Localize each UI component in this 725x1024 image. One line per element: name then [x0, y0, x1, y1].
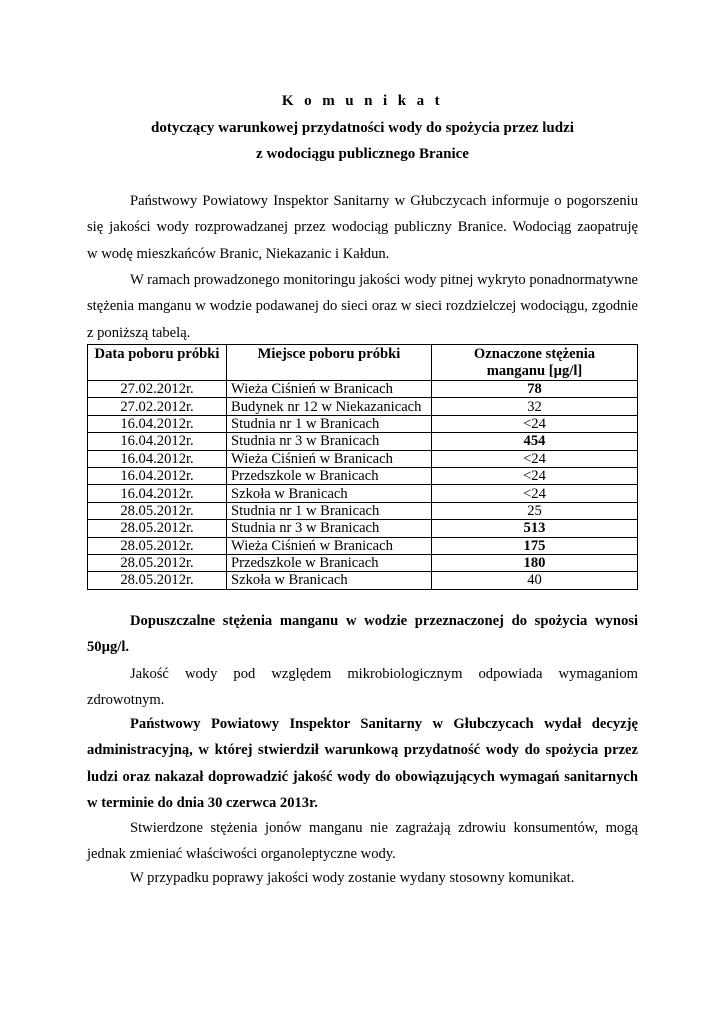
cell-date: 28.05.2012r.: [88, 520, 227, 537]
title-heading: K o m u n i k a t: [281, 93, 444, 109]
cell-place: Szkoła w Branicach: [227, 572, 432, 589]
monitoring-line: W ramach prowadzonego monitoringu jakości wody pitnej wykryto ponadnormatywne: [130, 272, 638, 288]
table-row: [88, 554, 638, 571]
cell-date: 28.05.2012r.: [88, 572, 227, 589]
closing-paragraph: [87, 865, 638, 891]
cell-place: Studnia nr 1 w Branicach: [227, 415, 432, 432]
table-row: [88, 398, 638, 415]
document-title: [87, 88, 638, 168]
cell-value: 32: [432, 398, 638, 415]
cell-date: 27.02.2012r.: [88, 381, 227, 398]
health-line: Stwierdzone stężenia jonów manganu nie zagrażają zdrowiu konsumentów, mogą: [130, 820, 638, 836]
cell-place: Wieża Ciśnień w Branicach: [227, 381, 432, 398]
title-source: z wodociągu publicznego Branice: [256, 146, 469, 162]
health-paragraph: [87, 815, 638, 868]
table-body: [88, 381, 638, 590]
table-row: [88, 381, 638, 398]
header-value-line2: manganu [µg/l]: [486, 363, 583, 379]
cell-date: 28.05.2012r.: [88, 554, 227, 571]
cell-place: Wieża Ciśnień w Branicach: [227, 537, 432, 554]
cell-date: 16.04.2012r.: [88, 485, 227, 502]
table-row: [88, 537, 638, 554]
cell-value: 454: [432, 433, 638, 450]
cell-date: 16.04.2012r.: [88, 415, 227, 432]
cell-value: <24: [432, 450, 638, 467]
monitoring-line: z poniższą tabelą.: [87, 324, 191, 341]
micro-line: zdrowotnym.: [87, 692, 165, 709]
cell-date: 16.04.2012r.: [88, 467, 227, 484]
title-subject: dotyczący warunkowej przydatności wody do spożycia przez ludzi: [151, 119, 574, 136]
header-value-line1: Oznaczone stężenia: [473, 346, 596, 362]
cell-date: 16.04.2012r.: [88, 433, 227, 450]
header-date: Data poboru próbki: [88, 345, 227, 381]
table-row: [88, 572, 638, 589]
monitoring-line: stężenia manganu w wodzie podawanej do sieci oraz w sieci rozdzielczej wodociągu, zgodnie: [87, 298, 638, 315]
intro-line: się jakości wody rozprowadzanej przez wodociąg publiczny Branice. Wodociąg zaopatruję: [87, 219, 638, 236]
cell-place: Studnia nr 3 w Branicach: [227, 433, 432, 450]
cell-date: 28.05.2012r.: [88, 502, 227, 519]
limit-paragraph: [87, 608, 638, 661]
cell-date: 16.04.2012r.: [88, 450, 227, 467]
manganese-table: [87, 344, 638, 590]
micro-line: Jakość wody pod względem mikrobiologicznym odpowiada wymaganiom: [130, 666, 638, 682]
cell-place: Budynek nr 12 w Niekazanicach: [227, 398, 432, 415]
table-row: [88, 450, 638, 467]
micro-paragraph: [87, 661, 638, 714]
limit-line: 50µg/l.: [87, 639, 130, 656]
limit-line: Dopuszczalne stężenia manganu w wodzie przeznaczonej do spożycia wynosi: [130, 613, 638, 629]
table-row: [88, 502, 638, 519]
decision-line: ludzi oraz nakazał doprowadzić jakość wody do obowiązujących wymagań sanitarnych: [87, 768, 638, 785]
cell-place: Studnia nr 1 w Branicach: [227, 502, 432, 519]
table-row: [88, 520, 638, 537]
header-value: [432, 345, 638, 381]
cell-value: <24: [432, 467, 638, 484]
health-line: jednak zmieniać właściwości organoleptyczne wody.: [87, 846, 396, 863]
closing-line: W przypadku poprawy jakości wody zostanie wydany stosowny komunikat.: [130, 870, 575, 886]
cell-value: 175: [432, 537, 638, 554]
decision-paragraph: [87, 711, 638, 817]
decision-line: administracyjną, w której stwierdził warunkową przydatność wody do spożycia przez: [87, 742, 638, 759]
intro-paragraph: [87, 188, 638, 267]
cell-value: <24: [432, 415, 638, 432]
cell-date: 28.05.2012r.: [88, 537, 227, 554]
cell-place: Przedszkole w Branicach: [227, 467, 432, 484]
table-header-row: [88, 345, 638, 381]
monitoring-paragraph: [87, 267, 638, 346]
cell-place: Szkoła w Branicach: [227, 485, 432, 502]
table-row: [88, 433, 638, 450]
table-row: [88, 415, 638, 432]
table-row: [88, 467, 638, 484]
cell-place: Wieża Ciśnień w Branicach: [227, 450, 432, 467]
table-row: [88, 485, 638, 502]
decision-line: Państwowy Powiatowy Inspektor Sanitarny w Głubczycach wydał decyzję: [130, 716, 638, 732]
cell-date: 27.02.2012r.: [88, 398, 227, 415]
cell-value: 25: [432, 502, 638, 519]
intro-line: Państwowy Powiatowy Inspektor Sanitarny w Głubczycach informuje o pogorszeniu: [130, 193, 638, 209]
header-place: Miejsce poboru próbki: [227, 345, 432, 381]
cell-value: <24: [432, 485, 638, 502]
decision-line: w terminie do dnia 30 czerwca 2013r.: [87, 795, 318, 812]
intro-line: w wodę mieszkańców Branic, Niekazanic i Kałdun.: [87, 245, 390, 262]
cell-value: 40: [432, 572, 638, 589]
cell-value: 78: [432, 381, 638, 398]
cell-value: 180: [432, 554, 638, 571]
cell-value: 513: [432, 520, 638, 537]
cell-place: Przedszkole w Branicach: [227, 554, 432, 571]
cell-place: Studnia nr 3 w Branicach: [227, 520, 432, 537]
